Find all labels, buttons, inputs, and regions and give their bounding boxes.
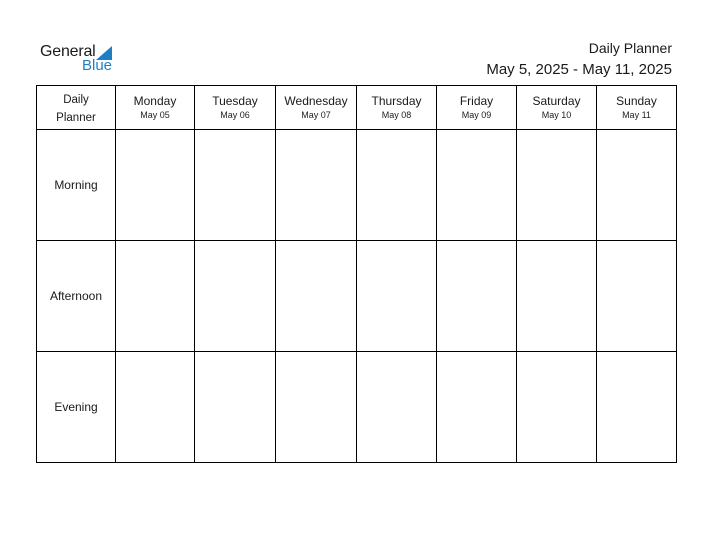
cell-sunday-afternoon[interactable]	[597, 241, 677, 352]
day-name: Sunday	[616, 94, 657, 108]
cell-thursday-morning[interactable]	[357, 130, 437, 241]
cell-saturday-afternoon[interactable]	[517, 241, 597, 352]
logo-word-blue: Blue	[82, 57, 113, 74]
header-row	[37, 86, 677, 130]
cell-sunday-evening[interactable]	[597, 352, 677, 463]
cell-monday-morning[interactable]	[116, 130, 195, 241]
day-date: May 07	[301, 110, 331, 120]
day-date: May 06	[220, 110, 250, 120]
day-name: Saturday	[532, 94, 581, 108]
cell-monday-evening[interactable]	[116, 352, 195, 463]
day-name: Wednesday	[284, 94, 348, 108]
cell-friday-evening[interactable]	[437, 352, 517, 463]
day-header-sunday	[597, 86, 677, 130]
corner-line2: Planner	[56, 111, 96, 124]
day-header-monday	[116, 86, 195, 130]
day-date: May 05	[140, 110, 170, 120]
cell-friday-morning[interactable]	[437, 130, 517, 241]
day-date: May 09	[461, 110, 492, 120]
day-name: Tuesday	[212, 94, 258, 108]
cell-tuesday-morning[interactable]	[195, 130, 276, 241]
day-date: May 10	[541, 110, 572, 120]
day-name: Monday	[133, 94, 177, 108]
cell-saturday-evening[interactable]	[517, 352, 597, 463]
day-header-thursday	[357, 86, 437, 130]
cell-saturday-morning[interactable]	[517, 130, 597, 241]
day-name: Thursday	[371, 94, 422, 108]
day-header-wednesday	[276, 86, 357, 130]
cell-wednesday-morning[interactable]	[276, 130, 357, 241]
day-date: May 11	[622, 110, 651, 120]
cell-friday-afternoon[interactable]	[437, 241, 517, 352]
cell-thursday-evening[interactable]	[357, 352, 437, 463]
corner-line1: Daily	[63, 93, 89, 106]
logo-word-general: General	[40, 43, 96, 60]
day-header-saturday	[517, 86, 597, 130]
day-header-tuesday	[195, 86, 276, 130]
cell-wednesday-afternoon[interactable]	[276, 241, 357, 352]
cell-tuesday-afternoon[interactable]	[195, 241, 276, 352]
row-label: Morning	[37, 130, 116, 241]
cell-sunday-morning[interactable]	[597, 130, 677, 241]
row-label: Evening	[37, 352, 116, 463]
row-afternoon	[37, 241, 677, 352]
planner-title: Daily Planner	[588, 40, 672, 56]
corner-cell	[37, 86, 116, 130]
cell-monday-afternoon[interactable]	[116, 241, 195, 352]
cell-thursday-afternoon[interactable]	[357, 241, 437, 352]
cell-wednesday-evening[interactable]	[276, 352, 357, 463]
cell-tuesday-evening[interactable]	[195, 352, 276, 463]
day-name: Friday	[459, 94, 494, 108]
generalblue-logo	[40, 43, 120, 75]
row-evening	[37, 352, 677, 463]
day-header-friday	[437, 86, 517, 130]
row-label: Afternoon	[37, 241, 116, 352]
date-range: May 5, 2025 - May 11, 2025	[486, 61, 672, 78]
planner-header	[486, 39, 672, 81]
day-date: May 08	[381, 110, 412, 120]
planner-grid	[36, 85, 677, 463]
row-morning	[37, 130, 677, 241]
